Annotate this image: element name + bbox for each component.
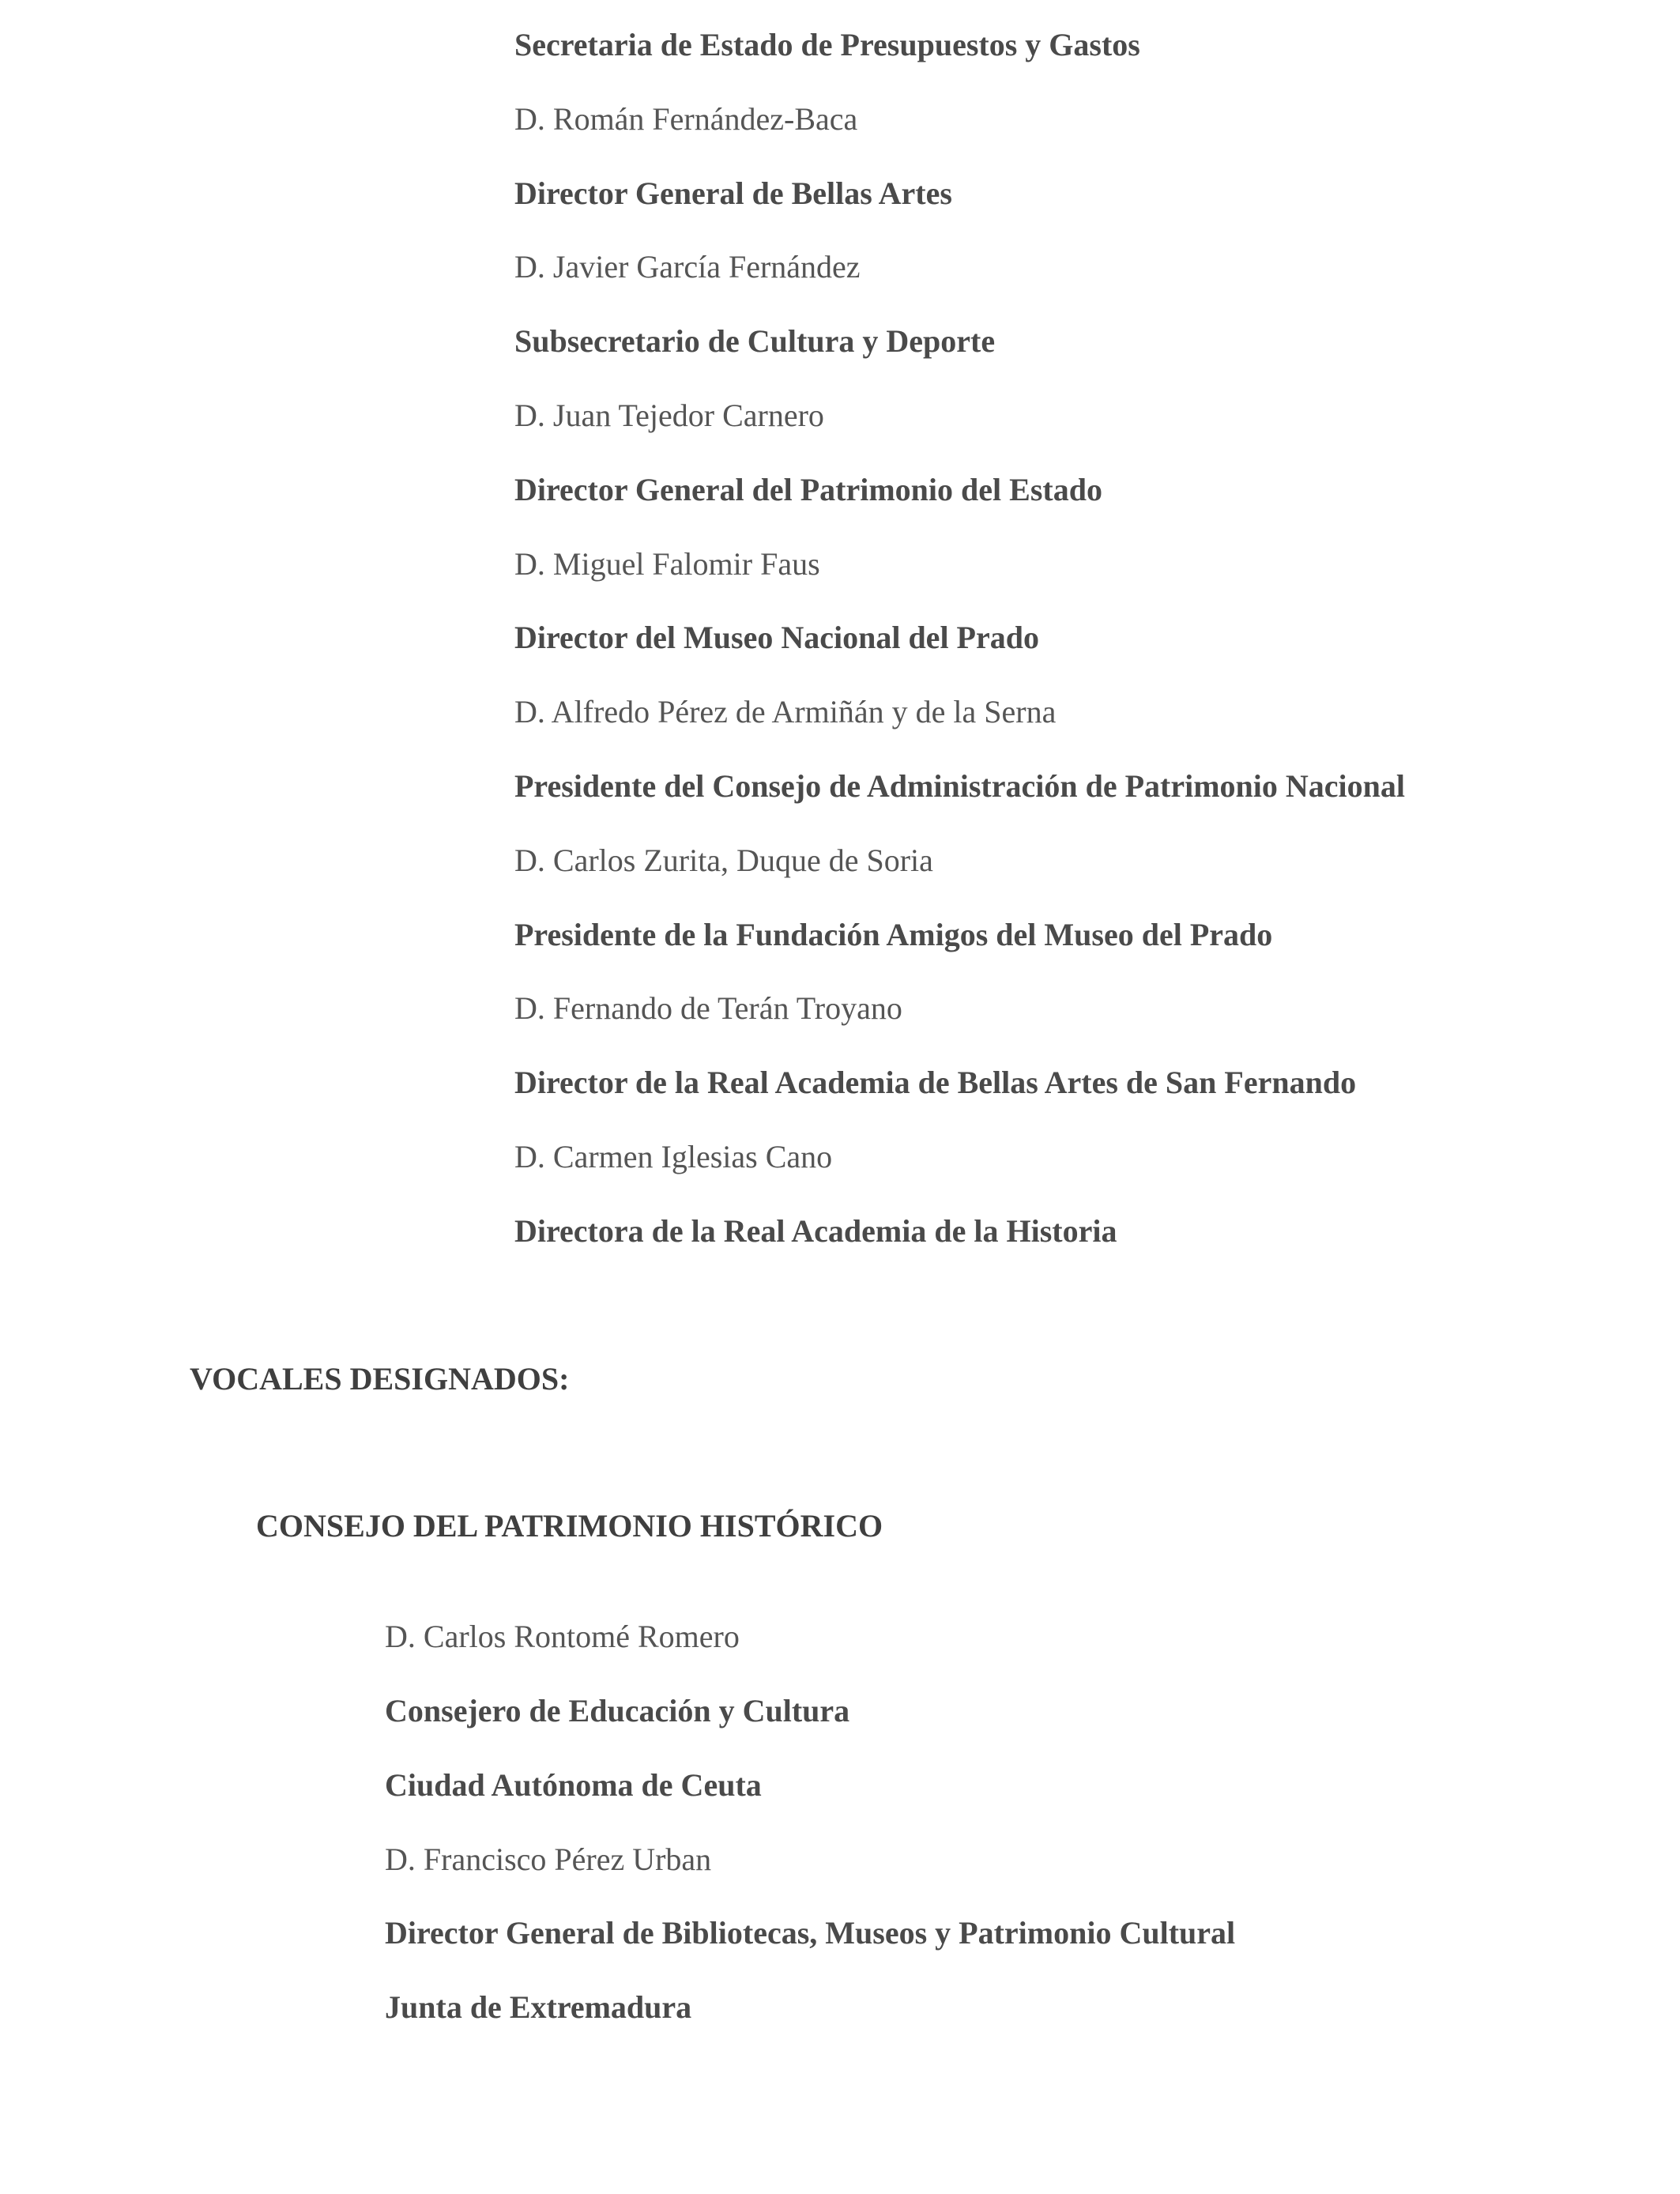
entry-title: Director de la Real Academia de Bellas Artes de San Fernando bbox=[514, 1065, 1357, 1100]
entry-name: D. Román Fernández-Baca bbox=[514, 101, 858, 137]
entry-name: D. Carmen Iglesias Cano bbox=[514, 1139, 833, 1174]
subsection-heading: CONSEJO DEL PATRIMONIO HISTÓRICO bbox=[256, 1508, 883, 1544]
entry-name: D. Juan Tejedor Carnero bbox=[514, 398, 824, 433]
section-heading: VOCALES DESIGNADOS: bbox=[190, 1361, 570, 1397]
entry-title: Junta de Extremadura bbox=[385, 1989, 692, 2025]
entry-name: D. Miguel Falomir Faus bbox=[514, 546, 820, 582]
entry-title: Directora de la Real Academia de la Historia bbox=[514, 1213, 1117, 1249]
entry-title: Ciudad Autónoma de Ceuta bbox=[385, 1767, 762, 1803]
entry-title: Secretaria de Estado de Presupuestos y Gastos bbox=[514, 27, 1140, 62]
entry-title: Director General de Bibliotecas, Museos y Patrimonio Cultural bbox=[385, 1915, 1236, 1951]
entry-name: D. Fernando de Terán Troyano bbox=[514, 990, 902, 1026]
entry-name: D. Alfredo Pérez de Armiñán y de la Serna bbox=[514, 694, 1057, 729]
entry-title: Consejero de Educación y Cultura bbox=[385, 1693, 850, 1728]
entry-title: Director General del Patrimonio del Estado bbox=[514, 472, 1102, 507]
entry-name: D. Carlos Zurita, Duque de Soria bbox=[514, 843, 933, 878]
entry-name: D. Javier García Fernández bbox=[514, 249, 861, 285]
entry-title: Presidente del Consejo de Administración de Patrimonio Nacional bbox=[514, 768, 1405, 804]
entry-name: D. Carlos Rontomé Romero bbox=[385, 1619, 740, 1654]
entry-title: Director del Museo Nacional del Prado bbox=[514, 620, 1039, 655]
entry-title: Presidente de la Fundación Amigos del Museo del Prado bbox=[514, 917, 1273, 952]
entry-title: Subsecretario de Cultura y Deporte bbox=[514, 323, 996, 359]
entry-title: Director General de Bellas Artes bbox=[514, 175, 952, 211]
entry-name: D. Francisco Pérez Urban bbox=[385, 1842, 712, 1877]
